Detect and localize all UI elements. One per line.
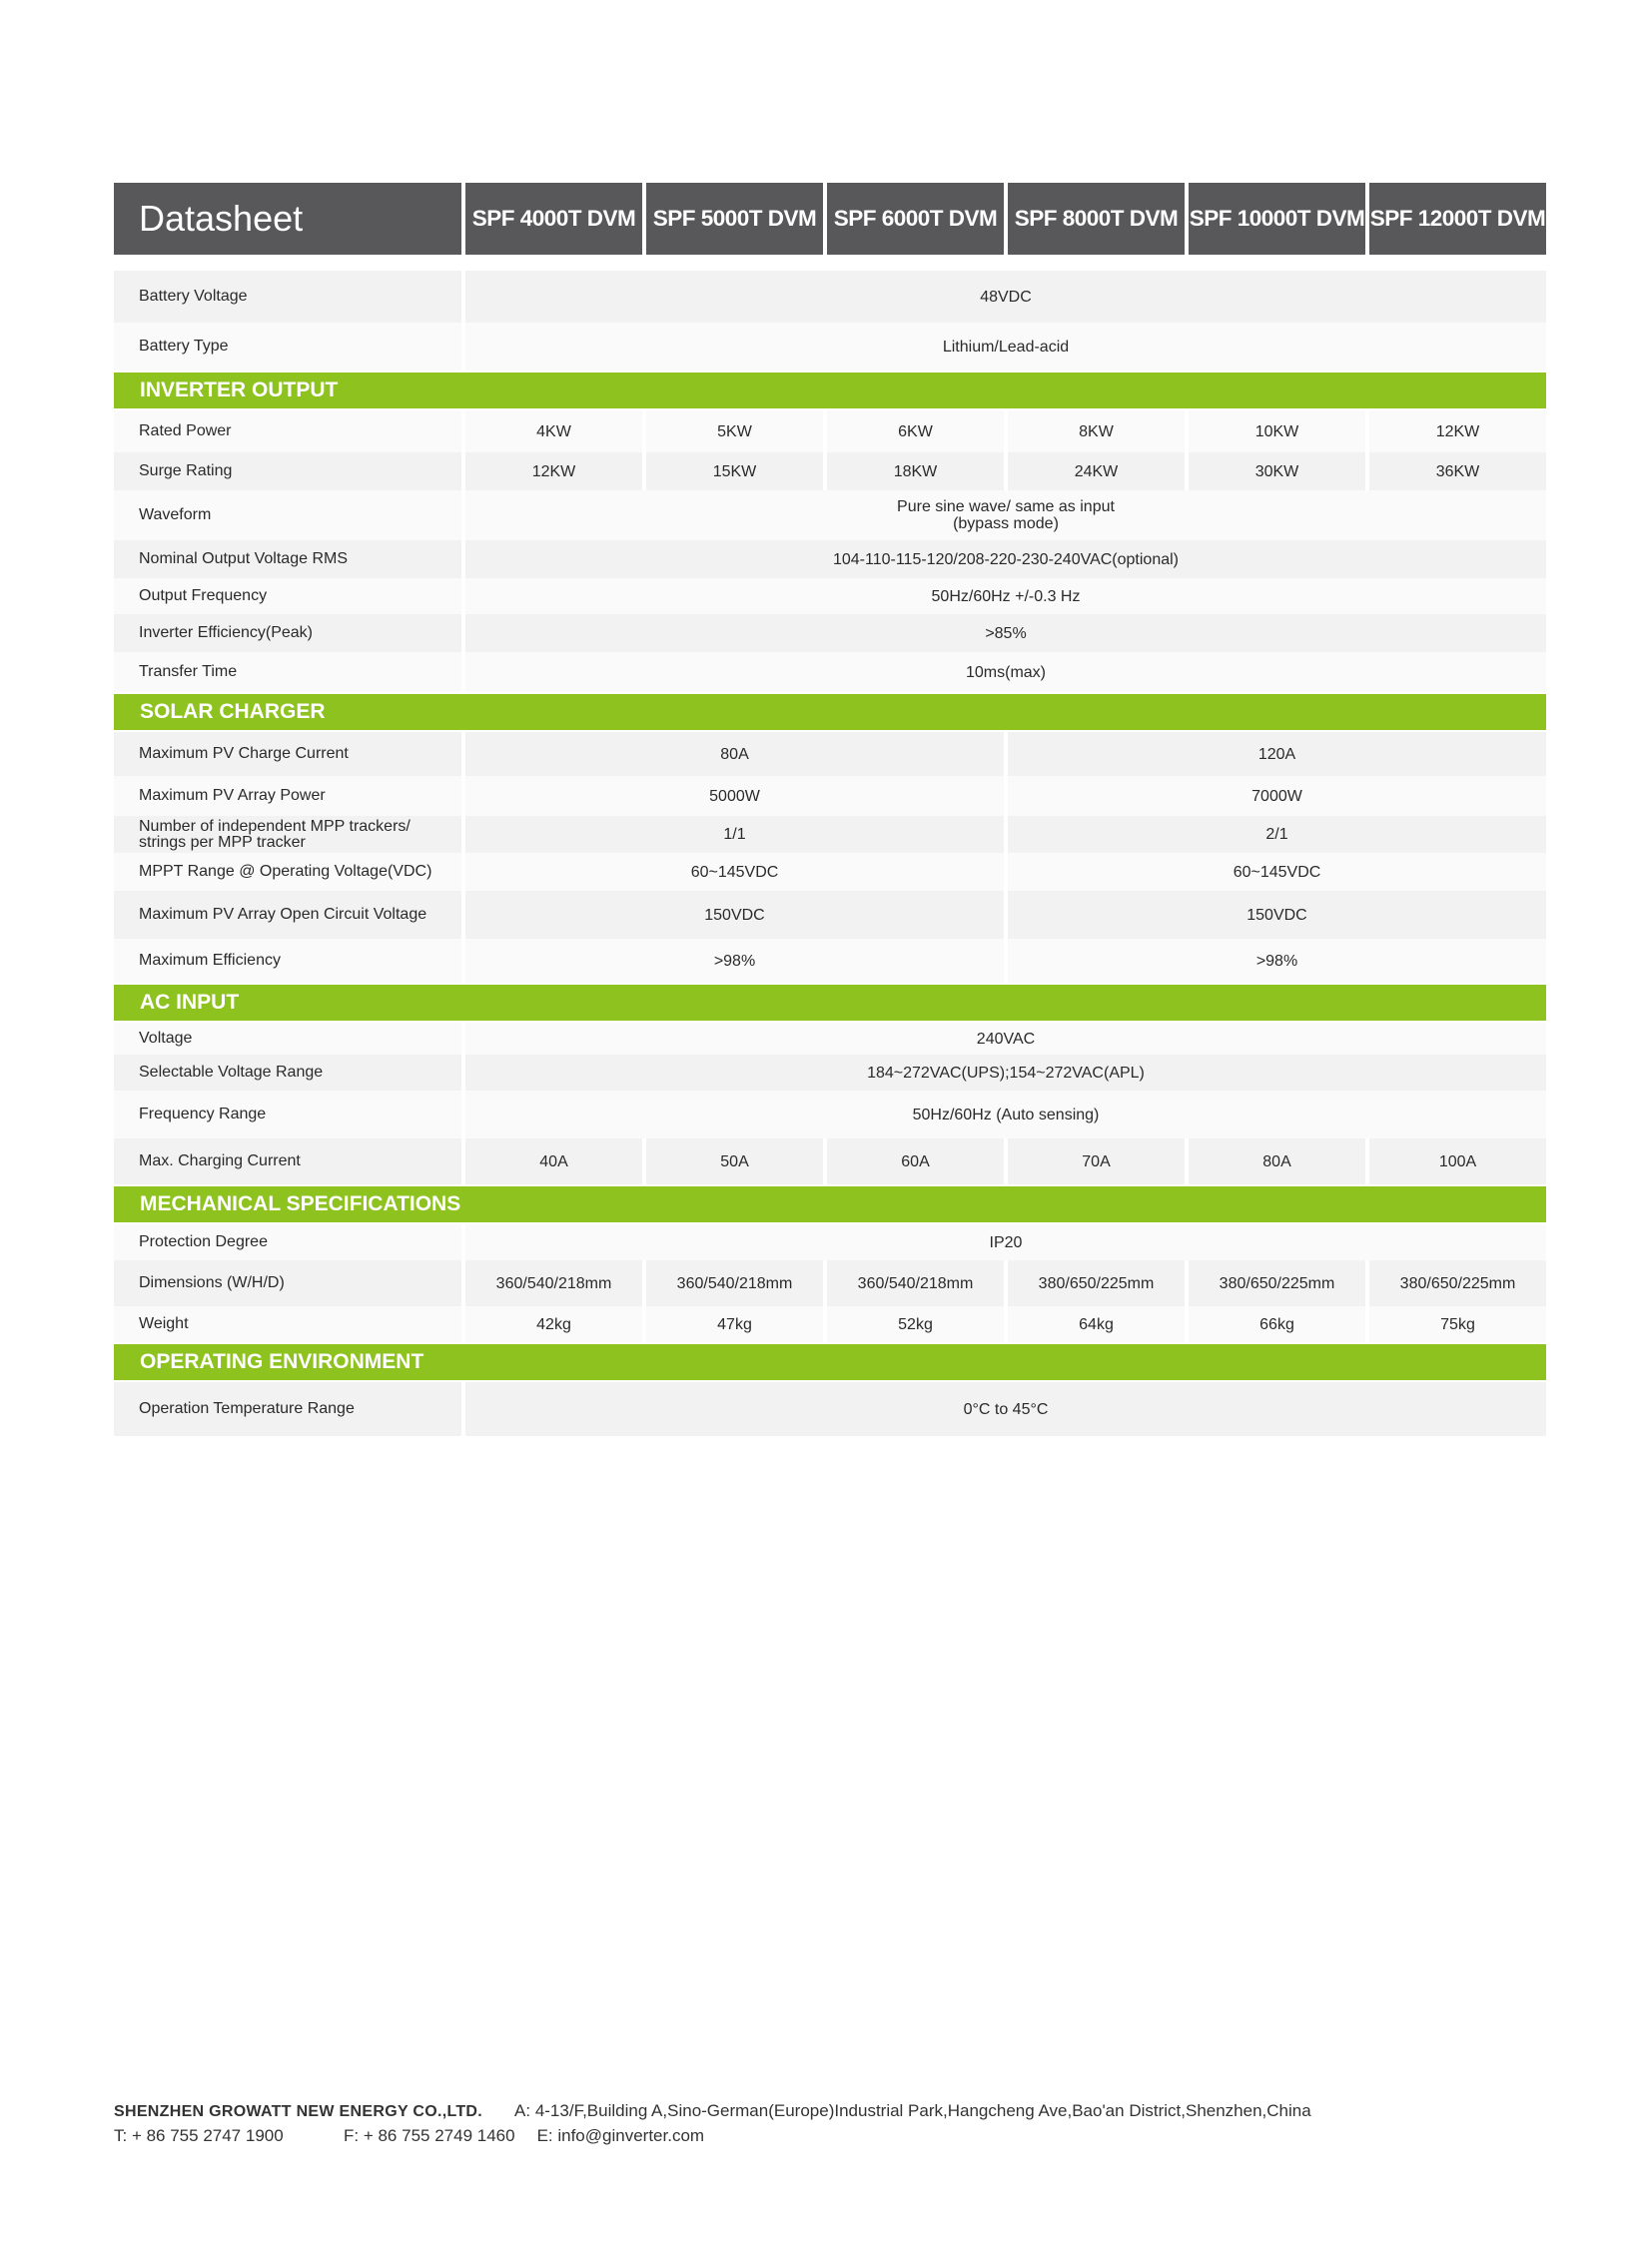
row-value: 1/1 (465, 816, 1004, 853)
row-value (465, 490, 1546, 540)
table-row (114, 1382, 1546, 1436)
row-value: 60A (827, 1138, 1004, 1184)
row-value: 150VDC (1008, 891, 1546, 939)
model-header: SPF 4000T DVM (465, 183, 642, 255)
section-header-solar-charger: SOLAR CHARGER (114, 694, 1546, 730)
row-value: 80A (1189, 1138, 1365, 1184)
table-row (114, 732, 1546, 776)
waveform-line-1: Pure sine wave/ same as input (897, 498, 1115, 515)
row-value: IP20 (465, 1224, 1546, 1260)
row-value: 240VAC (465, 1023, 1546, 1055)
datasheet-table (114, 183, 1546, 1436)
section-header-ac-input: AC INPUT (114, 985, 1546, 1021)
company-name: SHENZHEN GROWATT NEW ENERGY CO.,LTD. (114, 2103, 483, 2120)
row-value: 10ms(max) (465, 652, 1546, 692)
row-label: Inverter Efficiency(Peak) (114, 614, 461, 652)
row-label (114, 816, 461, 853)
section-header-operating-environment: OPERATING ENVIRONMENT (114, 1344, 1546, 1380)
row-value: 380/650/225mm (1008, 1260, 1185, 1306)
row-label: Weight (114, 1306, 461, 1342)
row-value: 75kg (1369, 1306, 1546, 1342)
row-label: Rated Power (114, 410, 461, 452)
row-value: 100A (1369, 1138, 1546, 1184)
table-row (114, 853, 1546, 891)
row-value: 60~145VDC (1008, 853, 1546, 891)
row-value: 0°C to 45°C (465, 1382, 1546, 1436)
table-row (114, 939, 1546, 983)
row-value: 50Hz/60Hz (Auto sensing) (465, 1091, 1546, 1138)
row-value: 380/650/225mm (1189, 1260, 1365, 1306)
row-value: 24KW (1008, 452, 1185, 490)
model-header: SPF 12000T DVM (1369, 183, 1546, 255)
row-value: 10KW (1189, 410, 1365, 452)
model-header: SPF 5000T DVM (646, 183, 823, 255)
row-value: 360/540/218mm (646, 1260, 823, 1306)
row-label: MPPT Range @ Operating Voltage(VDC) (114, 853, 461, 891)
row-label: Surge Rating (114, 452, 461, 490)
row-value: 30KW (1189, 452, 1365, 490)
row-value: 7000W (1008, 776, 1546, 816)
row-value: 36KW (1369, 452, 1546, 490)
row-label: Max. Charging Current (114, 1138, 461, 1184)
model-header: SPF 8000T DVM (1008, 183, 1185, 255)
row-label: Maximum PV Charge Current (114, 732, 461, 776)
row-label: Operation Temperature Range (114, 1382, 461, 1436)
table-row (114, 578, 1546, 614)
row-value: 104-110-115-120/208-220-230-240VAC(optional) (465, 540, 1546, 578)
row-value: 8KW (1008, 410, 1185, 452)
row-value: 12KW (465, 452, 642, 490)
row-value: 184~272VAC(UPS);154~272VAC(APL) (465, 1055, 1546, 1091)
row-label: Waveform (114, 490, 461, 540)
table-row (114, 323, 1546, 371)
table-row (114, 1224, 1546, 1260)
page-title: Datasheet (114, 183, 461, 255)
footer (114, 2101, 1552, 2151)
table-row (114, 652, 1546, 692)
table-row (114, 540, 1546, 578)
row-label: Protection Degree (114, 1224, 461, 1260)
email-address: E: info@ginverter.com (536, 2126, 705, 2145)
table-row (114, 1091, 1546, 1138)
row-value: 40A (465, 1138, 642, 1184)
table-row (114, 816, 1546, 853)
row-value: 2/1 (1008, 816, 1546, 853)
waveform-line-2: (bypass mode) (953, 515, 1059, 532)
row-value: 50Hz/60Hz +/-0.3 Hz (465, 578, 1546, 614)
table-row (114, 776, 1546, 816)
row-value: 48VDC (465, 271, 1546, 323)
row-value: >85% (465, 614, 1546, 652)
row-label-line-1: Number of independent MPP trackers/ (139, 817, 411, 835)
row-value: 15KW (646, 452, 823, 490)
table-row (114, 1023, 1546, 1055)
section-header-mechanical: MECHANICAL SPECIFICATIONS (114, 1186, 1546, 1222)
row-value: >98% (465, 939, 1004, 983)
row-value: 6KW (827, 410, 1004, 452)
row-value: 50A (646, 1138, 823, 1184)
table-row (114, 891, 1546, 939)
row-label: Nominal Output Voltage RMS (114, 540, 461, 578)
row-label: Dimensions (W/H/D) (114, 1260, 461, 1306)
row-label: Frequency Range (114, 1091, 461, 1138)
row-label: Maximum Efficiency (114, 939, 461, 983)
row-value: 60~145VDC (465, 853, 1004, 891)
row-value: 42kg (465, 1306, 642, 1342)
table-row (114, 410, 1546, 452)
company-address: A: 4-13/F,Building A,Sino-German(Europe)Industrial Park,Hangcheng Ave,Bao'an District,Shenzhen,China (514, 2101, 1311, 2120)
table-row (114, 1306, 1546, 1342)
table-row (114, 614, 1546, 652)
table-row (114, 1138, 1546, 1184)
row-value: 66kg (1189, 1306, 1365, 1342)
row-value: 5000W (465, 776, 1004, 816)
row-value: 64kg (1008, 1306, 1185, 1342)
table-row (114, 271, 1546, 323)
row-label: Battery Type (114, 323, 461, 371)
row-value: 4KW (465, 410, 642, 452)
row-label: Output Frequency (114, 578, 461, 614)
phone-number: T: + 86 755 2747 1900 (114, 2126, 284, 2145)
row-label: Battery Voltage (114, 271, 461, 323)
row-value: 70A (1008, 1138, 1185, 1184)
table-row (114, 490, 1546, 540)
table-row (114, 452, 1546, 490)
model-header: SPF 10000T DVM (1189, 183, 1365, 255)
row-value: 360/540/218mm (465, 1260, 642, 1306)
row-label-line-2: strings per MPP tracker (139, 833, 306, 851)
row-label: Maximum PV Array Power (114, 776, 461, 816)
row-label: Voltage (114, 1023, 461, 1055)
row-value: 52kg (827, 1306, 1004, 1342)
row-value: 5KW (646, 410, 823, 452)
row-value: 150VDC (465, 891, 1004, 939)
fax-number: F: + 86 755 2749 1460 (344, 2126, 515, 2145)
row-value: 380/650/225mm (1369, 1260, 1546, 1306)
row-value: 12KW (1369, 410, 1546, 452)
row-value: >98% (1008, 939, 1546, 983)
table-row (114, 1260, 1546, 1306)
row-value: 47kg (646, 1306, 823, 1342)
section-header-inverter-output: INVERTER OUTPUT (114, 373, 1546, 408)
header-row (114, 183, 1546, 255)
row-label: Selectable Voltage Range (114, 1055, 461, 1091)
row-label: Maximum PV Array Open Circuit Voltage (114, 891, 461, 939)
row-value: 120A (1008, 732, 1546, 776)
model-header: SPF 6000T DVM (827, 183, 1004, 255)
row-value: 18KW (827, 452, 1004, 490)
row-value: 360/540/218mm (827, 1260, 1004, 1306)
row-value: 80A (465, 732, 1004, 776)
table-row (114, 1055, 1546, 1091)
row-label: Transfer Time (114, 652, 461, 692)
row-value: Lithium/Lead-acid (465, 323, 1546, 371)
